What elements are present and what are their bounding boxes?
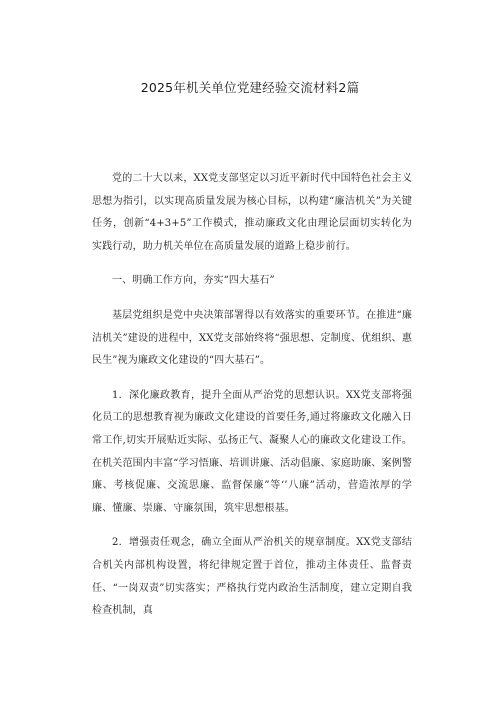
document-title: 2025年机关单位党建经验交流材料2篇	[140, 80, 360, 95]
section-paragraph: 基层党组织是党中央决策部署得以有效落实的重要环节。在推进“廉洁机关”建设的进程中，XX党支部始终将“强思想、定制度、优组织、惠民生”视为廉政文化建设的“四大基石”。	[92, 309, 412, 367]
section-heading: 一、明确工作方向，夯实“四大基石”	[112, 275, 275, 287]
document-body	[92, 168, 412, 635]
item-1-paragraph: 1．深化廉政教育，提升全面从严治党的思想认识。XX党支部将强化员工的思想教育视为廉政文化建设的首要任务,通过将廉政文化融入日常工作,切实开展贴近实际、弘扬正气、凝聚人心的廉政文化建设工作。在机关范围内丰富“学习悟廉、培训讲廉、活动倡廉、家庭助廉、案例警廉、考核促廉、交流思廉、监督保廉”等‘’八廉”活动，营造浓厚的学廉、懂廉、崇廉、守廉氛围，筑牢思想根基。	[92, 389, 412, 514]
intro-paragraph: 党的二十大以来，XX党支部坚定以习近平新时代中国特色社会主义思想为指引，以实现高质量发展为核心目标，以构建“廉洁机关”为关键任务，创新“4+3+5”工作模式，推动廉政文化由理论层面切实转化为实践行动，助力机关单位在高质量发展的道路上稳步前行。	[92, 173, 412, 252]
item-2-paragraph: 2．增强责任观念，确立全面从严治机关的规章制度。XX党支部结合机关内部机构设置，将纪律规定置于首位，推动主体责任、监督责任、“一岗双责”切实落实；严格执行党内政治生活制度，建立定期自我检查机制，真	[92, 537, 412, 617]
